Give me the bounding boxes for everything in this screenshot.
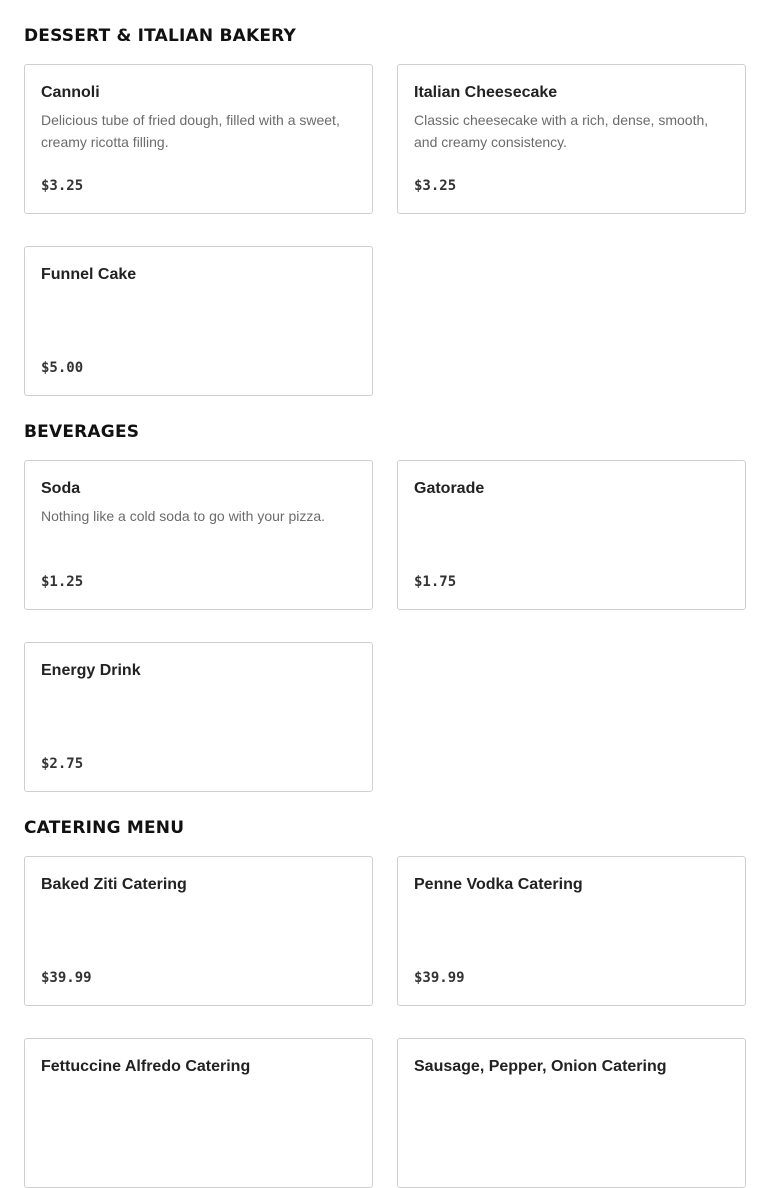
menu-item-price: $39.99 — [414, 970, 465, 986]
menu-item-card-funnel-cake[interactable] — [24, 246, 373, 396]
menu-item-description: Delicious tube of fried dough, filled with a sweet, creamy ricotta filling. — [41, 112, 340, 150]
menu-item-price: $39.99 — [41, 970, 92, 986]
menu-item-card-energy-drink[interactable] — [24, 642, 373, 792]
menu-item-description: Classic cheesecake with a rich, dense, smooth, and creamy consistency. — [414, 112, 709, 150]
menu-item-card-italian-cheesecake[interactable] — [397, 64, 746, 214]
menu-item-name: Penne Vodka Catering — [414, 876, 583, 893]
menu-item-price: $3.25 — [41, 178, 84, 194]
menu-item-name: Baked Ziti Catering — [41, 876, 187, 893]
menu-item-price: $2.75 — [41, 756, 84, 772]
menu-item-name: Soda — [41, 480, 81, 497]
menu-item-name: Fettuccine Alfredo Catering — [41, 1058, 251, 1075]
menu-item-price: $3.25 — [414, 178, 457, 194]
menu-item-name: Energy Drink — [41, 662, 141, 679]
menu-item-description: Nothing like a cold soda to go with your pizza. — [41, 508, 326, 524]
menu-item-card-cannoli[interactable] — [24, 64, 373, 214]
menu-item-card-baked-ziti-catering[interactable] — [24, 856, 373, 1006]
menu-item-card-gatorade[interactable] — [397, 460, 746, 610]
menu-item-price: $1.25 — [41, 574, 84, 590]
menu-item-card-sausage-pepper-onion-catering[interactable] — [397, 1038, 746, 1188]
section-title-catering: CATERING MENU — [24, 818, 185, 838]
menu-item-card-soda[interactable] — [24, 460, 373, 610]
menu-item-card-penne-vodka-catering[interactable] — [397, 856, 746, 1006]
menu-item-name: Funnel Cake — [41, 266, 137, 283]
section-title-dessert: DESSERT & ITALIAN BAKERY — [24, 26, 297, 46]
menu-item-name: Cannoli — [41, 84, 100, 101]
menu-item-card-fettuccine-alfredo-catering[interactable] — [24, 1038, 373, 1188]
section-title-beverages: BEVERAGES — [24, 422, 140, 442]
menu-item-price: $1.75 — [414, 574, 457, 590]
menu-item-name: Gatorade — [414, 480, 485, 497]
previous-card-edge — [24, 0, 370, 2]
menu-item-name: Sausage, Pepper, Onion Catering — [414, 1058, 667, 1075]
menu-item-price: $5.00 — [41, 360, 84, 376]
menu-item-name: Italian Cheesecake — [414, 84, 558, 101]
